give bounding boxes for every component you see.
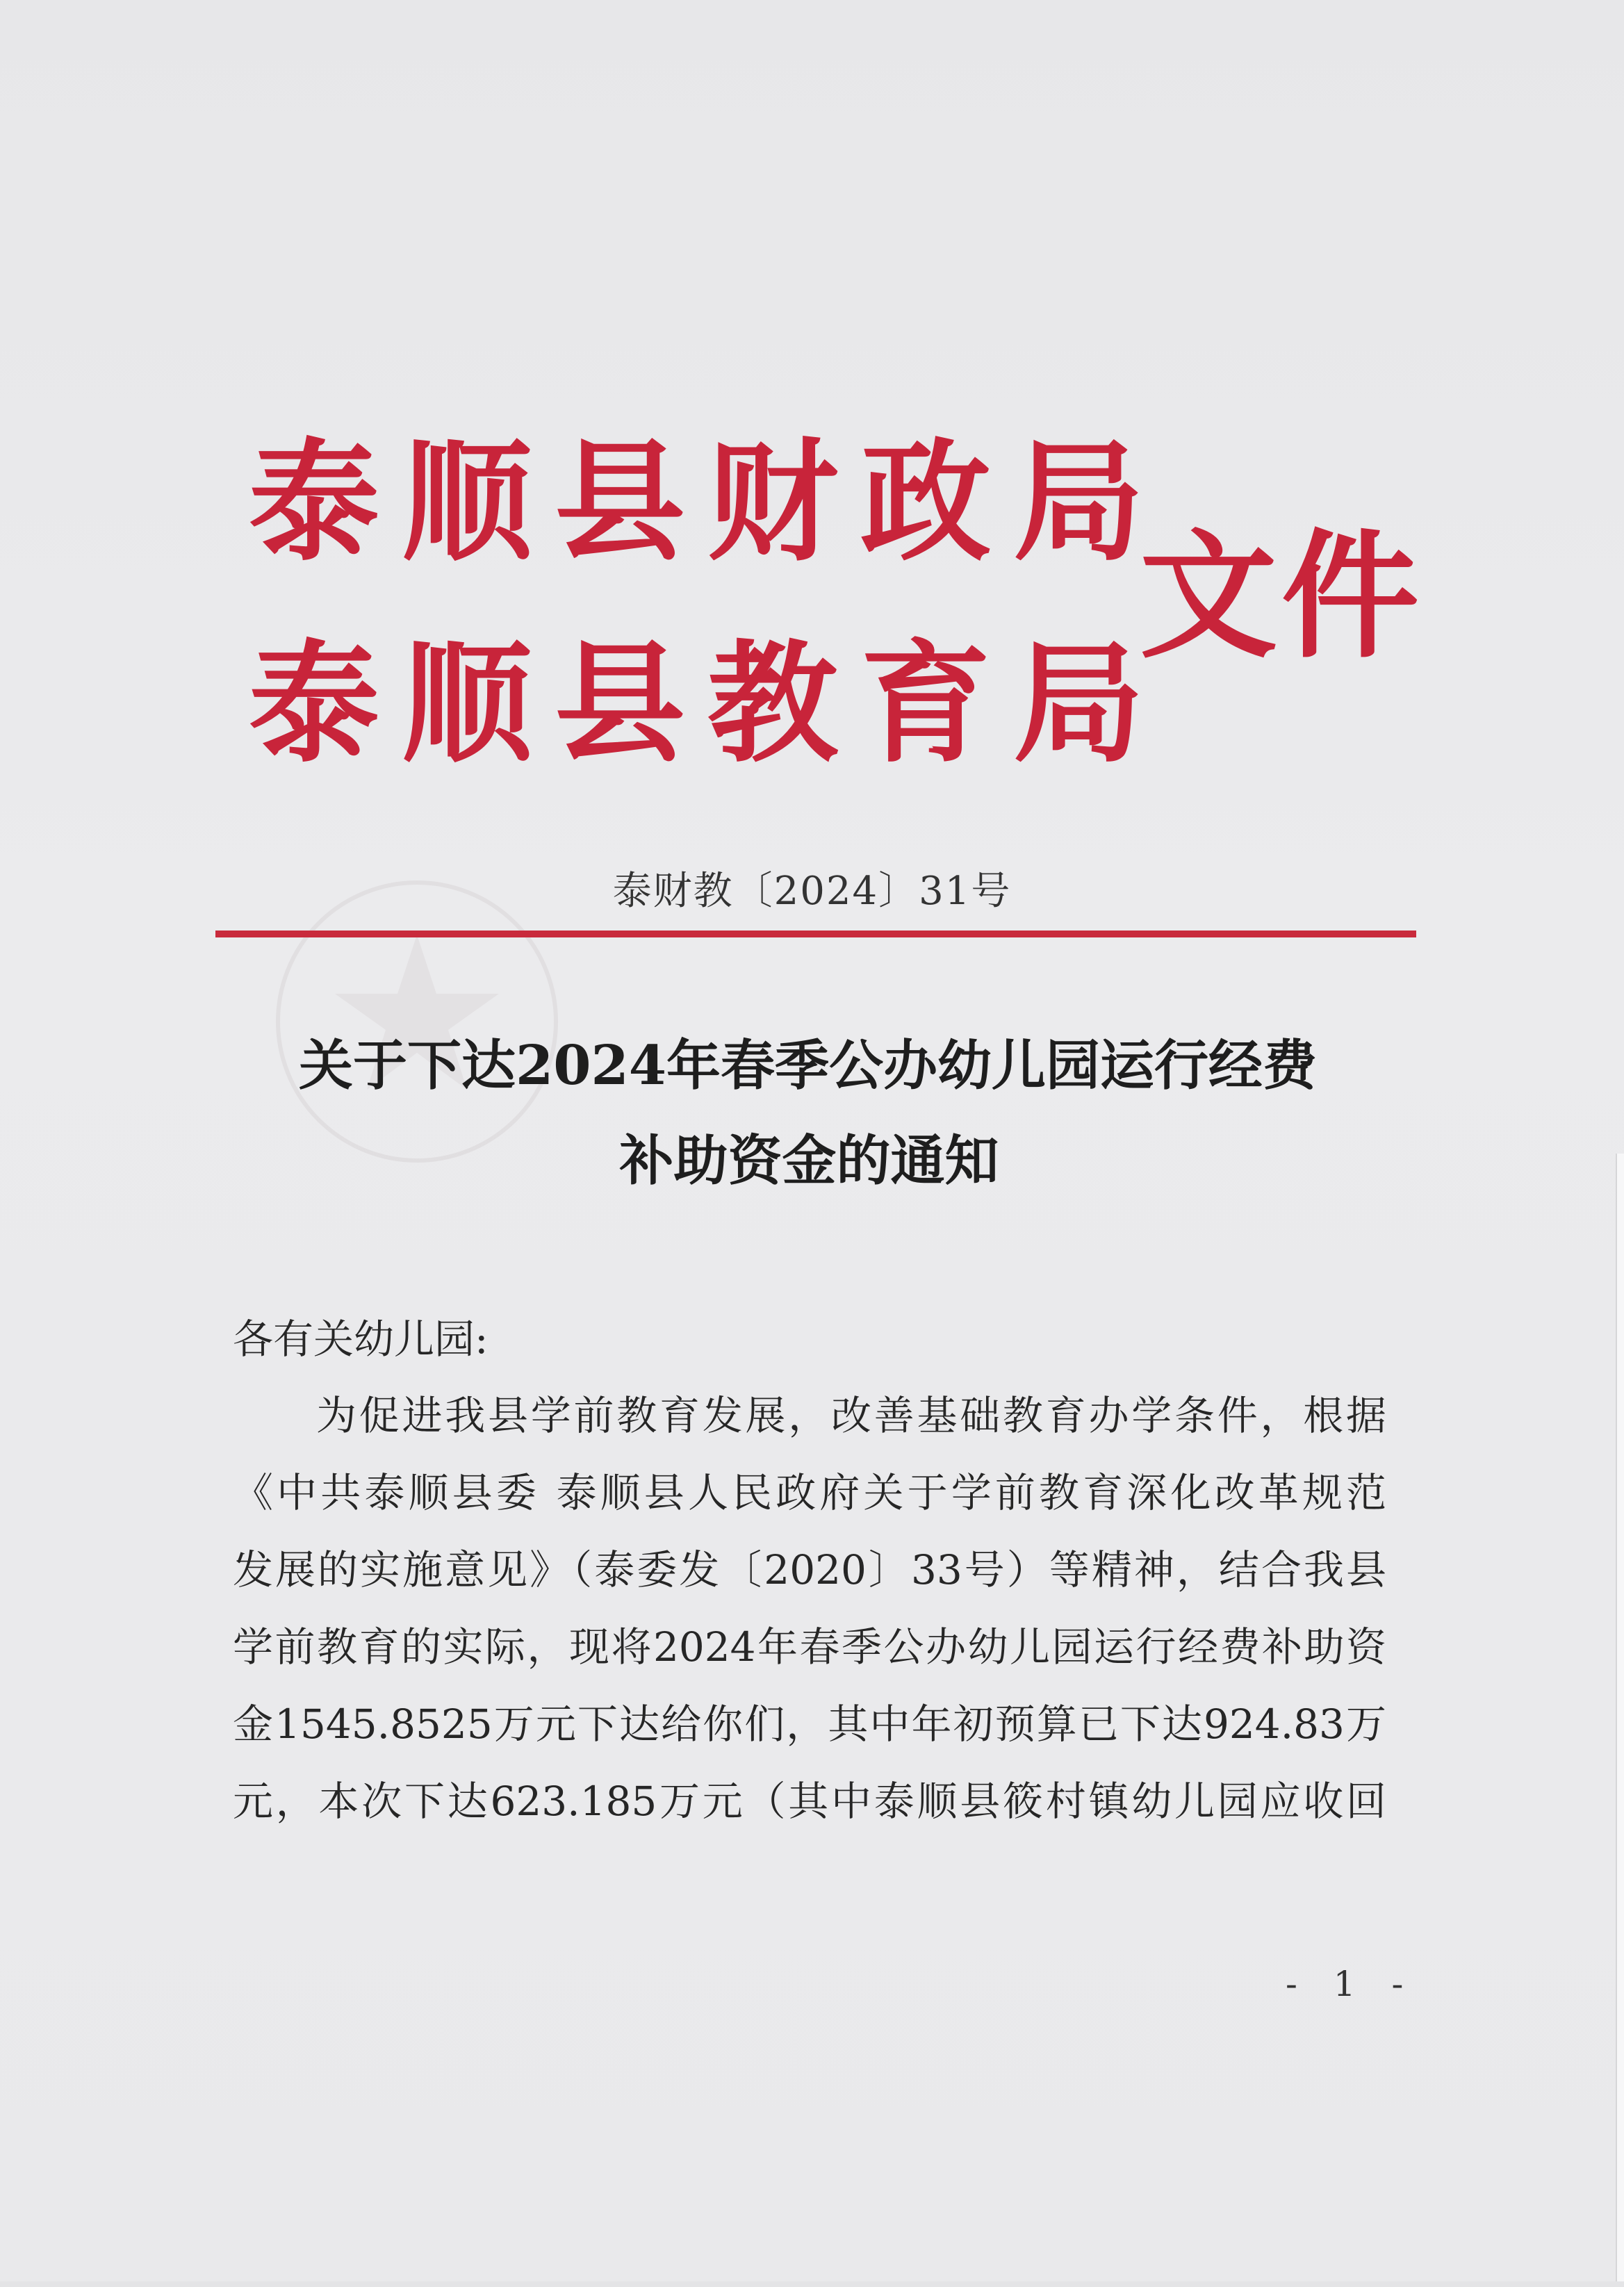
issuer-finance-bureau: 泰顺县财政局	[249, 427, 1166, 579]
salutation: 各有关幼儿园:	[233, 1315, 489, 1363]
header-divider	[215, 931, 1416, 937]
body-line: 元，本次下达623.185万元（其中泰顺县筱村镇幼儿园应收回	[233, 1778, 1386, 1825]
page-edge	[1616, 1154, 1624, 2287]
body-line: 《中共泰顺县委 泰顺县人民政府关于学前教育深化改革规范	[233, 1469, 1386, 1516]
document-title-line-2: 补助资金的通知	[619, 1129, 999, 1192]
body-line: 金1545.8525万元下达给你们，其中年初预算已下达924.83万	[233, 1700, 1386, 1748]
body-line: 学前教育的实际，现将2024年春季公办幼儿园运行经费补助资	[233, 1623, 1386, 1671]
issuer-education-bureau: 泰顺县教育局	[249, 628, 1166, 780]
doc-type-label: 文件	[1140, 516, 1423, 677]
body-line: 为促进我县学前教育发展，改善基础教育办学条件，根据	[316, 1392, 1386, 1439]
body-line: 发展的实施意见》（泰委发〔2020〕33号）等精神，结合我县	[233, 1546, 1386, 1593]
document-number: 泰财教〔2024〕31号	[612, 869, 1012, 914]
page-bottom-edge	[0, 2281, 1624, 2287]
page-number: - 1 -	[1286, 1964, 1416, 2004]
document-title-line-1: 关于下达2024年春季公办幼儿园运行经费	[298, 1034, 1318, 1097]
